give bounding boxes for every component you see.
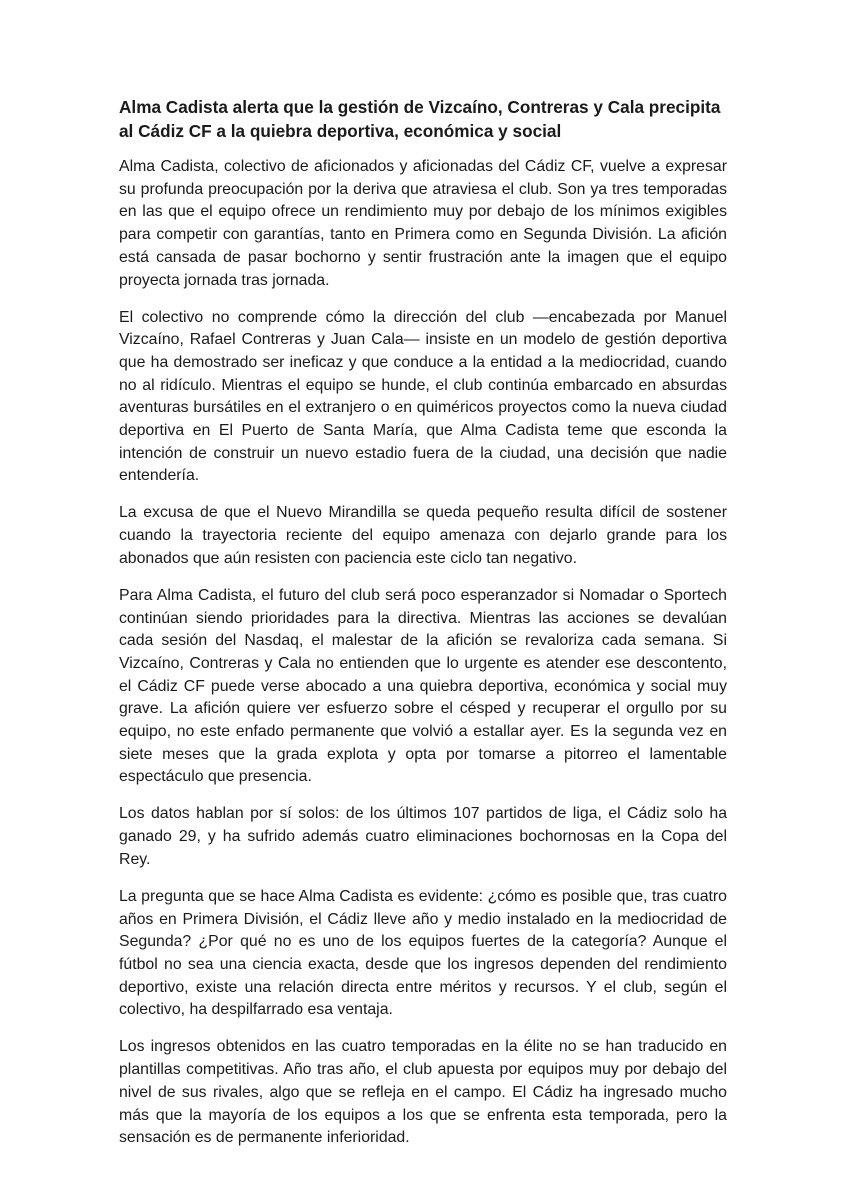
paragraph-5: Los datos hablan por sí solos: de los últimos 107 partidos de liga, el Cádiz solo ha ganado 29, y ha sufrido además cuatro eliminaciones bochornosas en la Copa del Rey. <box>119 805 727 868</box>
paragraph-1: Alma Cadista, colectivo de aficionados y aficionadas del Cádiz CF, vuelve a expresar su profunda preocupación por la deriva que atraviesa el club. Son ya tres temporadas en las que el equipo ofrece un rendimiento muy por debajo de los mínimos exigibles para competir con garantías, tanto en Primera como en Segunda División. La afición está cansada de pasar bochorno y sentir frustración ante la imagen que el equipo proyecta jornada tras jornada. <box>119 158 727 289</box>
paragraph-2: El colectivo no comprende cómo la dirección del club —encabezada por Manuel Vizcaíno, Rafael Contreras y Juan Cala— insiste en un modelo de gestión deportiva que ha demostrado ser ineficaz y que conduce a la entidad a la mediocridad, cuando no al ridículo. Mientras el equipo se hunde, el club continúa embarcado en absurdas aventuras bursátiles en el extranjero o en quiméricos proyectos como la nueva ciudad deportiva en El Puerto de Santa María, que Alma Cadista teme que esconda la intención de construir un nuevo estadio fuera de la ciudad, una decisión que nadie entendería. <box>119 308 727 485</box>
paragraph-4: Para Alma Cadista, el futuro del club será poco esperanzador si Nomadar o Sportech continúan siendo prioridades para la directiva. Mientras las acciones se devalúan cada sesión del Nasdaq, el malestar de la afición se revaloriza cada semana. Si Vizcaíno, Contreras y Cala no entienden que lo urgente es atender ese descontento, el Cádiz CF puede verse abocado a una quiebra deportiva, económica y social muy grave. La afición quiere ver esfuerzo sobre el césped y recuperar el orgullo por su equipo, no este enfado permanente que volvió a estallar ayer. Es la segunda vez en siete meses que la grada explota y opta por tomarse a pitorreo el lamentable espectáculo que presencia. <box>119 586 727 786</box>
document-title: Alma Cadista alerta que la gestión de Vizcaíno, Contreras y Cala precipita al Cádiz CF a la quiebra deportiva, económica y social <box>119 97 721 141</box>
paragraph-7: Los ingresos obtenidos en las cuatro temporadas en la élite no se han traducido en plantillas competitivas. Año tras año, el club apuesta por equipos muy por debajo del nivel de sus rivales, algo que se refleja en el campo. El Cádiz ha ingresado mucho más que la mayoría de los equipos a los que se enfrenta esta temporada, pero la sensación es de permanente inferioridad. <box>119 1038 727 1147</box>
document-page <box>119 96 727 1150</box>
paragraph-3: La excusa de que el Nuevo Mirandilla se queda pequeño resulta difícil de sostener cuando la trayectoria reciente del equipo amenaza con dejarlo grande para los abonados que aún resisten con paciencia este ciclo tan negativo. <box>119 504 727 567</box>
paragraph-6: La pregunta que se hace Alma Cadista es evidente: ¿cómo es posible que, tras cuatro años en Primera División, el Cádiz lleve año y medio instalado en la mediocridad de Segunda? ¿Por qué no es uno de los equipos fuertes de la categoría? Aunque el fútbol no sea una ciencia exacta, desde que los ingresos dependen del rendimiento deportivo, existe una relación directa entre méritos y recursos. Y el club, según el colectivo, ha despilfarrado esa ventaja. <box>119 887 727 1019</box>
